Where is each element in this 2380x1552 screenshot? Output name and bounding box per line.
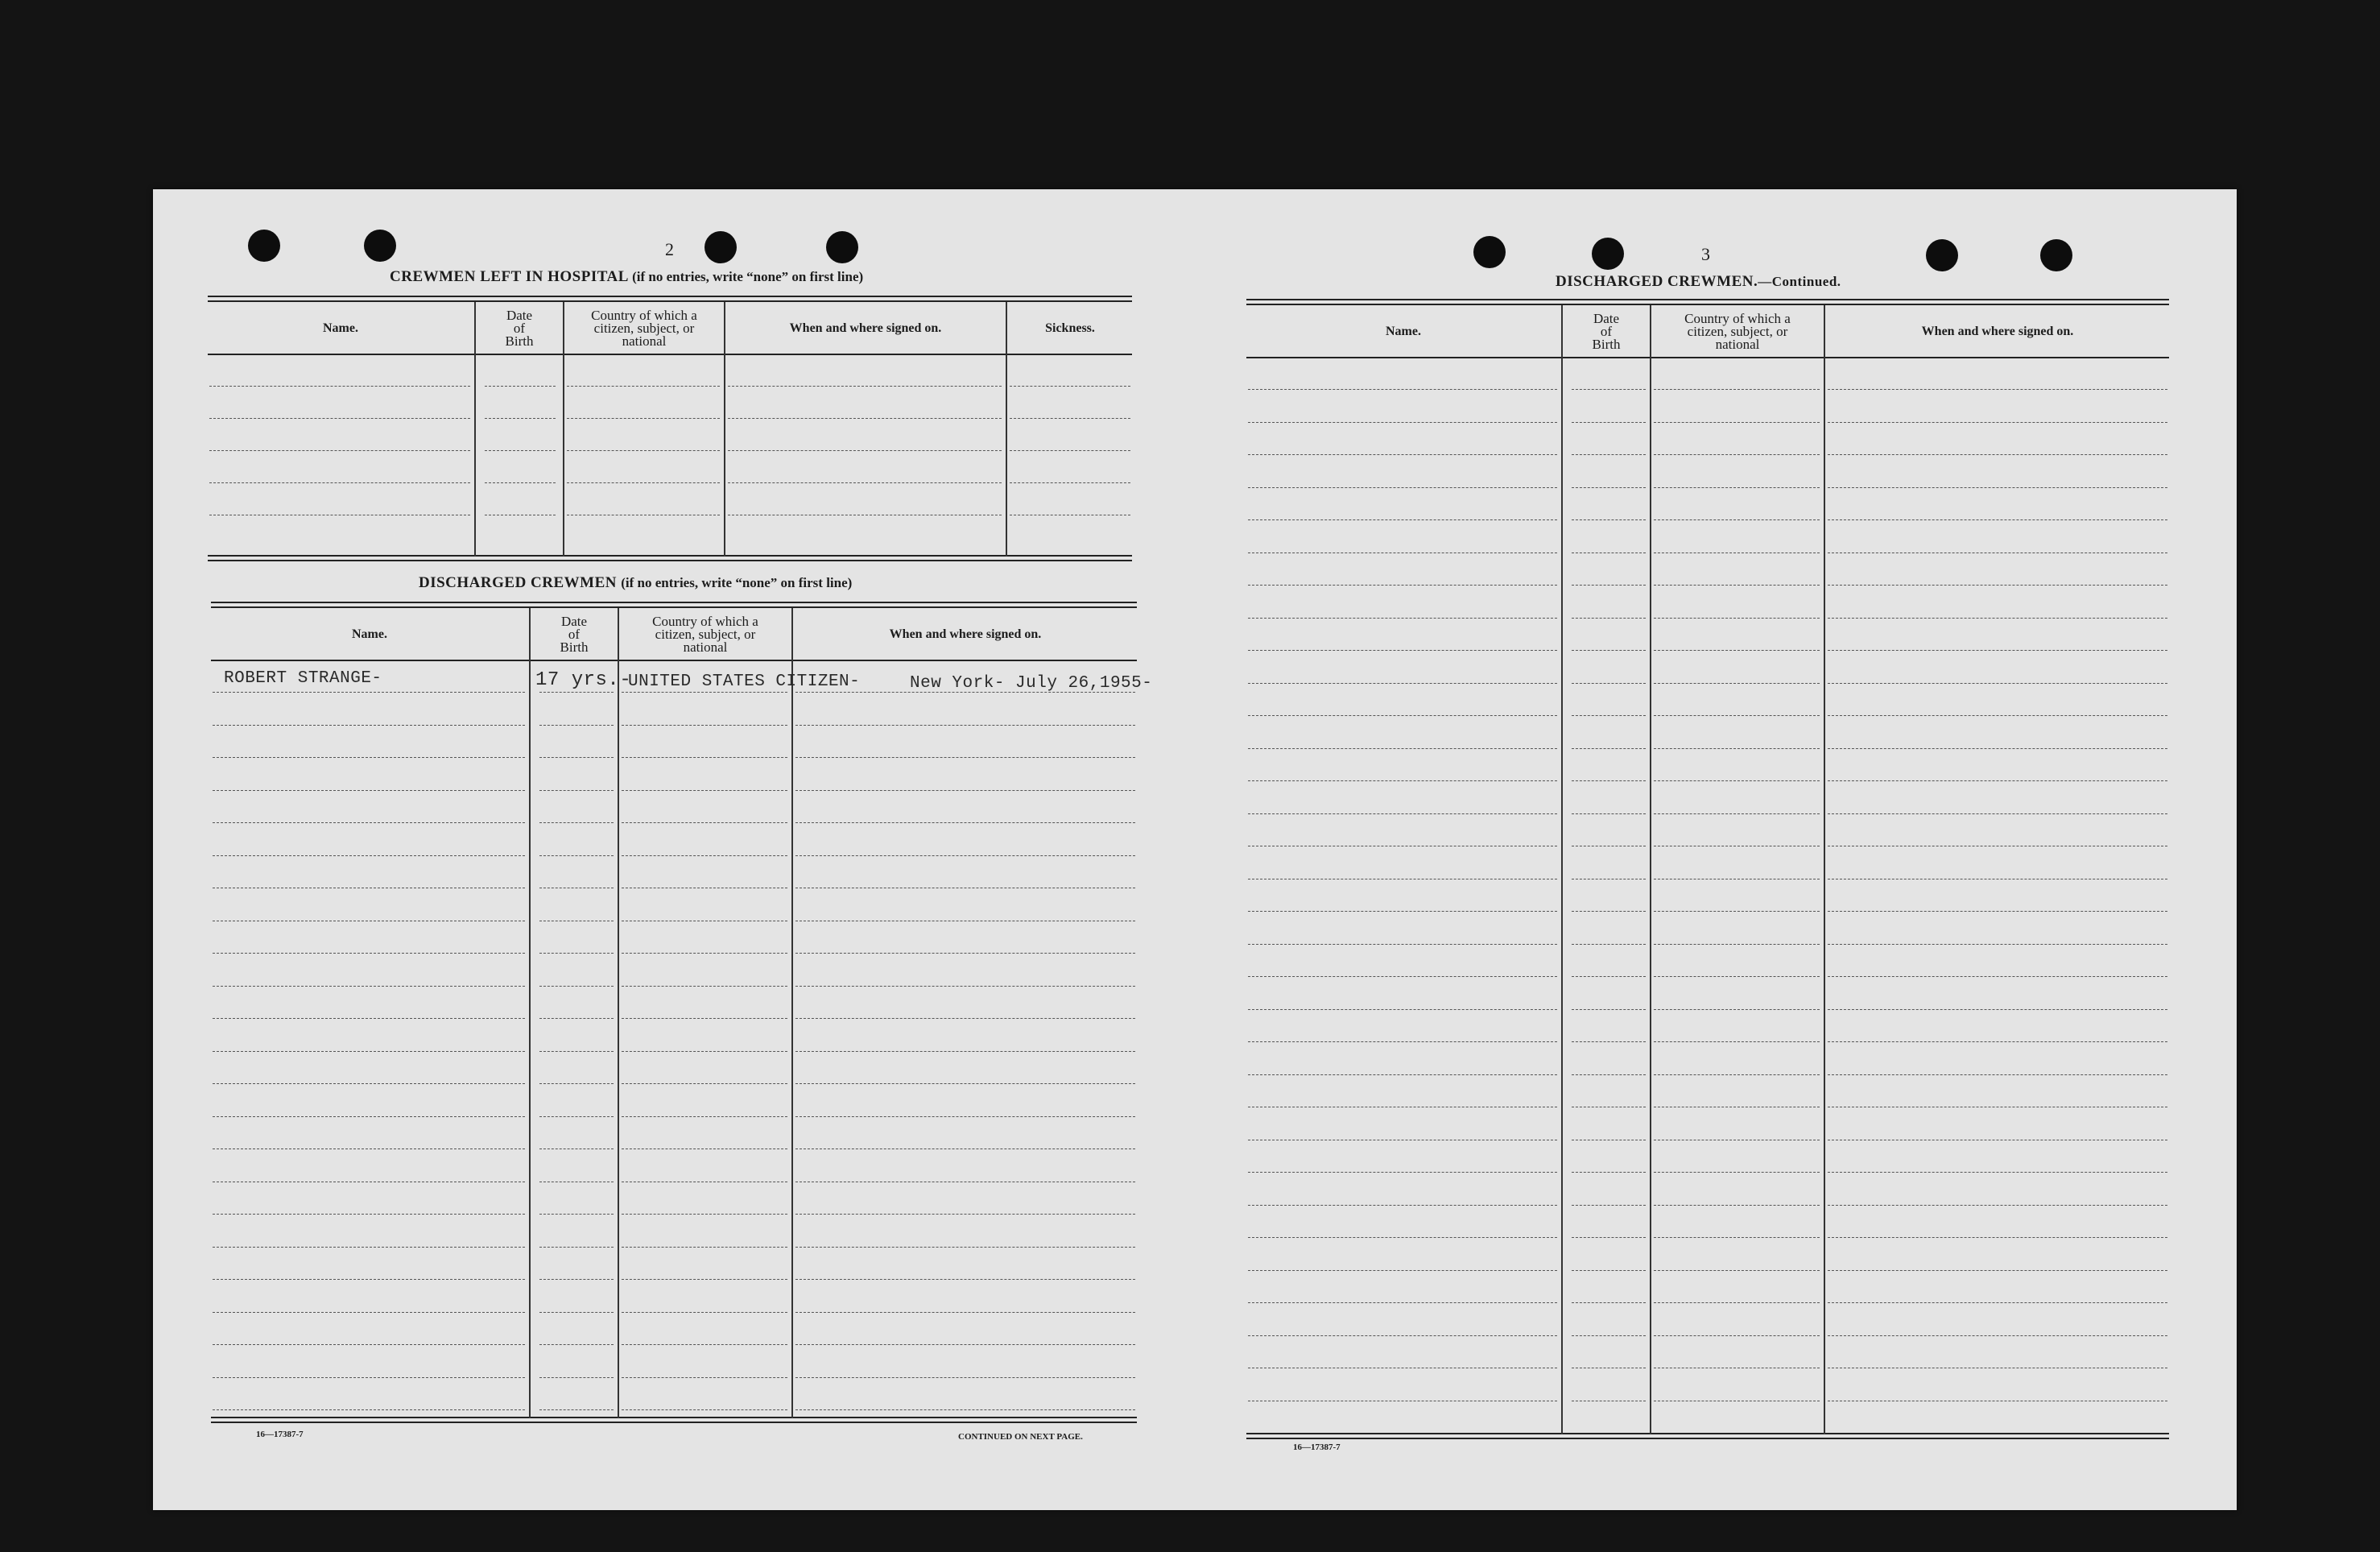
ruled-line <box>539 1148 614 1149</box>
page-number-right: 3 <box>1701 244 1710 264</box>
ruled-line <box>485 450 556 451</box>
ruled-line <box>1572 715 1646 716</box>
ruled-line <box>1828 1172 2167 1173</box>
ruled-line <box>539 986 614 987</box>
ruled-line <box>1828 944 2167 945</box>
ruled-line <box>1654 422 1820 423</box>
document-sheet <box>153 189 2237 1510</box>
ruled-line <box>567 450 720 451</box>
ruled-line <box>1248 389 1557 390</box>
hospital-header-birth: Date of Birth <box>505 307 534 350</box>
ruled-line <box>1248 422 1557 423</box>
hospital-table <box>208 296 1132 561</box>
ruled-line <box>1572 618 1646 619</box>
ruled-line <box>539 725 614 726</box>
ruled-line <box>622 1018 787 1019</box>
ruled-line <box>1572 1237 1646 1238</box>
discharged-table-left <box>211 602 1153 1423</box>
ruled-line <box>1010 482 1130 483</box>
ruled-line <box>1248 715 1557 716</box>
ruled-line <box>622 986 787 987</box>
ruled-line <box>1572 911 1646 912</box>
ruled-line <box>795 1279 1135 1280</box>
ruled-line <box>795 1377 1135 1378</box>
ruled-line <box>539 757 614 758</box>
ruled-line <box>1654 1009 1820 1010</box>
ruled-line <box>213 1214 525 1215</box>
hospital-section-title: CREWMEN LEFT IN HOSPITAL (if no entries, write “none” on first line) <box>390 268 864 285</box>
ruled-line <box>622 953 787 954</box>
ruled-line <box>567 386 720 387</box>
ruled-line <box>1248 748 1557 749</box>
ruled-line <box>213 1247 525 1248</box>
ruled-line <box>485 386 556 387</box>
ruled-line <box>795 757 1135 758</box>
ruled-line <box>539 1247 614 1248</box>
ruled-line <box>622 855 787 856</box>
ruled-line <box>1572 780 1646 781</box>
ruled-line <box>213 855 525 856</box>
ruled-line <box>539 953 614 954</box>
ruled-line <box>795 953 1135 954</box>
ruled-line <box>1654 1237 1820 1238</box>
ruled-line <box>1654 1302 1820 1303</box>
ruled-line <box>539 855 614 856</box>
ruled-line <box>1654 976 1820 977</box>
ruled-line <box>795 1214 1135 1215</box>
ruled-line <box>1654 487 1820 488</box>
ruled-line <box>1572 1041 1646 1042</box>
ruled-line <box>728 386 1002 387</box>
ruled-line <box>213 986 525 987</box>
continued-header-birth: Date of Birth <box>1592 310 1621 353</box>
ruled-line <box>1010 418 1130 419</box>
ruled-line <box>795 725 1135 726</box>
ruled-line <box>1828 748 2167 749</box>
discharged-header-birth: Date of Birth <box>560 613 589 656</box>
ruled-line <box>567 418 720 419</box>
ruled-line <box>1654 519 1820 520</box>
ruled-line <box>795 1344 1135 1345</box>
ruled-line <box>213 757 525 758</box>
ruled-line <box>795 1312 1135 1313</box>
ruled-line <box>622 1344 787 1345</box>
ruled-line <box>1248 585 1557 586</box>
ruled-line <box>1572 976 1646 977</box>
ruled-line <box>1572 422 1646 423</box>
ruled-line <box>622 1377 787 1378</box>
ruled-line <box>1010 450 1130 451</box>
ruled-line <box>213 953 525 954</box>
ruled-line <box>622 757 787 758</box>
ruled-line <box>1828 1237 2167 1238</box>
ruled-line <box>1654 585 1820 586</box>
ruled-line <box>539 1377 614 1378</box>
ruled-line <box>1248 813 1557 814</box>
discharged-table-right <box>1246 299 2169 1439</box>
ruled-line <box>1572 1172 1646 1173</box>
footer-code-left: 16—17387-7 <box>256 1430 304 1439</box>
ruled-line <box>213 790 525 791</box>
punch-hole <box>1473 236 1506 268</box>
ruled-line <box>1572 1074 1646 1075</box>
ruled-line <box>213 1116 525 1117</box>
punch-hole <box>1926 239 1958 271</box>
ruled-line <box>1248 1205 1557 1206</box>
ruled-line <box>1248 454 1557 455</box>
ruled-line <box>622 1409 787 1410</box>
ruled-line <box>1572 1270 1646 1271</box>
ruled-line <box>622 1116 787 1117</box>
ruled-line <box>1248 1270 1557 1271</box>
ruled-line <box>1828 1270 2167 1271</box>
ruled-line <box>1248 1009 1557 1010</box>
ruled-line <box>1828 780 2167 781</box>
ruled-line <box>1248 1041 1557 1042</box>
continued-header-country: Country of which a citizen, subject, or national <box>1684 310 1791 353</box>
entry-signed-on: New York- July 26,1955- <box>910 674 1153 693</box>
ruled-line <box>622 692 787 693</box>
ruled-line <box>485 482 556 483</box>
hospital-header-signed-on: When and where signed on. <box>789 321 942 335</box>
ruled-line <box>213 1051 525 1052</box>
ruled-line <box>795 986 1135 987</box>
ruled-line <box>795 1116 1135 1117</box>
ruled-line <box>1828 715 2167 716</box>
hospital-header-sickness: Sickness. <box>1045 321 1095 335</box>
ruled-line <box>1654 389 1820 390</box>
ruled-line <box>1572 748 1646 749</box>
ruled-line <box>1828 1074 2167 1075</box>
ruled-line <box>1828 585 2167 586</box>
ruled-line <box>622 1247 787 1248</box>
ruled-line <box>213 1083 525 1084</box>
punch-hole <box>704 231 737 263</box>
page-number-left: 2 <box>665 239 674 259</box>
ruled-line <box>1654 1041 1820 1042</box>
ruled-line <box>1654 780 1820 781</box>
entry-name: ROBERT STRANGE- <box>224 669 382 688</box>
ruled-line <box>1248 683 1557 684</box>
ruled-line <box>213 725 525 726</box>
ruled-line <box>213 1279 525 1280</box>
ruled-line <box>539 1018 614 1019</box>
ruled-line <box>1572 1205 1646 1206</box>
ruled-line <box>1572 1009 1646 1010</box>
ruled-line <box>1828 813 2167 814</box>
ruled-line <box>1654 1270 1820 1271</box>
ruled-line <box>485 418 556 419</box>
ruled-line <box>213 1344 525 1345</box>
ruled-line <box>1572 1302 1646 1303</box>
ruled-line <box>213 1409 525 1410</box>
ruled-line <box>1828 911 2167 912</box>
hospital-header-name: Name. <box>323 321 358 335</box>
ruled-line <box>1654 715 1820 716</box>
ruled-line <box>1828 976 2167 977</box>
ruled-line <box>622 1279 787 1280</box>
ruled-line <box>213 692 525 693</box>
ruled-line <box>539 1409 614 1410</box>
ruled-line <box>1572 1335 1646 1336</box>
footer-continued: CONTINUED ON NEXT PAGE. <box>958 1432 1083 1442</box>
punch-hole <box>1592 238 1624 270</box>
ruled-line <box>795 1083 1135 1084</box>
ruled-line <box>539 1083 614 1084</box>
ruled-line <box>795 1018 1135 1019</box>
ruled-line <box>1248 487 1557 488</box>
entry-birth: 17 yrs.- <box>535 669 632 691</box>
ruled-line <box>1248 1302 1557 1303</box>
ruled-line <box>213 1312 525 1313</box>
discharged-header-country: Country of which a citizen, subject, or national <box>652 613 758 656</box>
ruled-line <box>1654 454 1820 455</box>
ruled-line <box>1828 618 2167 619</box>
ruled-line <box>213 1148 525 1149</box>
ruled-line <box>1654 748 1820 749</box>
ruled-line <box>539 1116 614 1117</box>
ruled-line <box>1828 519 2167 520</box>
ruled-line <box>1248 1237 1557 1238</box>
ruled-line <box>795 1247 1135 1248</box>
ruled-line <box>795 822 1135 823</box>
ruled-line <box>795 1148 1135 1149</box>
discharged-section-title: DISCHARGED CREWMEN (if no entries, write “none” on first line) <box>419 574 853 591</box>
hospital-header-country: Country of which a citizen, subject, or national <box>591 307 697 350</box>
ruled-line <box>1572 944 1646 945</box>
ruled-line <box>1828 683 2167 684</box>
ruled-line <box>1248 911 1557 912</box>
ruled-line <box>209 418 470 419</box>
ruled-line <box>209 482 470 483</box>
ruled-line <box>213 1018 525 1019</box>
ruled-line <box>1654 1335 1820 1336</box>
ruled-line <box>1828 1009 2167 1010</box>
ruled-line <box>1654 813 1820 814</box>
ruled-line <box>213 1377 525 1378</box>
ruled-line <box>1828 1335 2167 1336</box>
ruled-line <box>539 1312 614 1313</box>
ruled-line <box>622 822 787 823</box>
ruled-line <box>622 1148 787 1149</box>
ruled-line <box>1828 454 2167 455</box>
ruled-line <box>539 1051 614 1052</box>
ruled-line <box>795 1051 1135 1052</box>
ruled-line <box>1248 976 1557 977</box>
ruled-line <box>728 450 1002 451</box>
ruled-line <box>1654 1074 1820 1075</box>
ruled-line <box>1654 618 1820 619</box>
ruled-line <box>1248 519 1557 520</box>
ruled-line <box>1654 1172 1820 1173</box>
punch-hole <box>2040 239 2072 271</box>
ruled-line <box>1828 389 2167 390</box>
ruled-line <box>1572 650 1646 651</box>
footer-code-right: 16—17387-7 <box>1293 1442 1341 1452</box>
ruled-line <box>539 1214 614 1215</box>
punch-hole <box>248 230 280 262</box>
ruled-line <box>213 822 525 823</box>
ruled-line <box>1828 650 2167 651</box>
ruled-line <box>539 692 614 693</box>
ruled-line <box>1828 1302 2167 1303</box>
ruled-line <box>1572 585 1646 586</box>
ruled-line <box>1572 389 1646 390</box>
ruled-line <box>1572 487 1646 488</box>
ruled-line <box>1248 1335 1557 1336</box>
ruled-line <box>1654 911 1820 912</box>
ruled-line <box>622 1312 787 1313</box>
discharged-header-name: Name. <box>352 627 387 641</box>
continued-header-name: Name. <box>1386 325 1421 338</box>
ruled-line <box>1572 454 1646 455</box>
ruled-line <box>1654 650 1820 651</box>
ruled-line <box>1654 683 1820 684</box>
ruled-line <box>567 482 720 483</box>
ruled-line <box>1828 422 2167 423</box>
discharged-continued-title: DISCHARGED CREWMEN.—Continued. <box>1556 273 1841 290</box>
ruled-line <box>1248 1074 1557 1075</box>
ruled-line <box>539 1279 614 1280</box>
ruled-line <box>539 1344 614 1345</box>
ruled-line <box>539 790 614 791</box>
ruled-line <box>622 725 787 726</box>
ruled-line <box>539 822 614 823</box>
ruled-line <box>1248 650 1557 651</box>
ruled-line <box>1654 944 1820 945</box>
ruled-line <box>795 1409 1135 1410</box>
ruled-line <box>1828 1205 2167 1206</box>
ruled-line <box>209 386 470 387</box>
ruled-line <box>622 1051 787 1052</box>
ruled-line <box>622 790 787 791</box>
ruled-line <box>1654 1205 1820 1206</box>
ruled-line <box>1010 386 1130 387</box>
ruled-line <box>622 1214 787 1215</box>
ruled-line <box>1248 1172 1557 1173</box>
ruled-line <box>795 855 1135 856</box>
punch-hole <box>826 231 858 263</box>
ruled-line <box>1572 683 1646 684</box>
ruled-line <box>1828 1041 2167 1042</box>
ruled-line <box>1828 487 2167 488</box>
entry-country: UNITED STATES CITIZEN- <box>628 673 861 691</box>
discharged-header-signed-on: When and where signed on. <box>889 627 1042 641</box>
ruled-line <box>1572 519 1646 520</box>
ruled-line <box>1248 944 1557 945</box>
continued-header-signed-on: When and where signed on. <box>1921 325 2074 338</box>
ruled-line <box>795 790 1135 791</box>
ruled-line <box>728 418 1002 419</box>
ruled-line <box>1248 780 1557 781</box>
ruled-line <box>1572 813 1646 814</box>
ruled-line <box>209 450 470 451</box>
ruled-line <box>622 1083 787 1084</box>
ruled-line <box>728 482 1002 483</box>
ruled-line <box>1248 618 1557 619</box>
punch-hole <box>364 230 396 262</box>
